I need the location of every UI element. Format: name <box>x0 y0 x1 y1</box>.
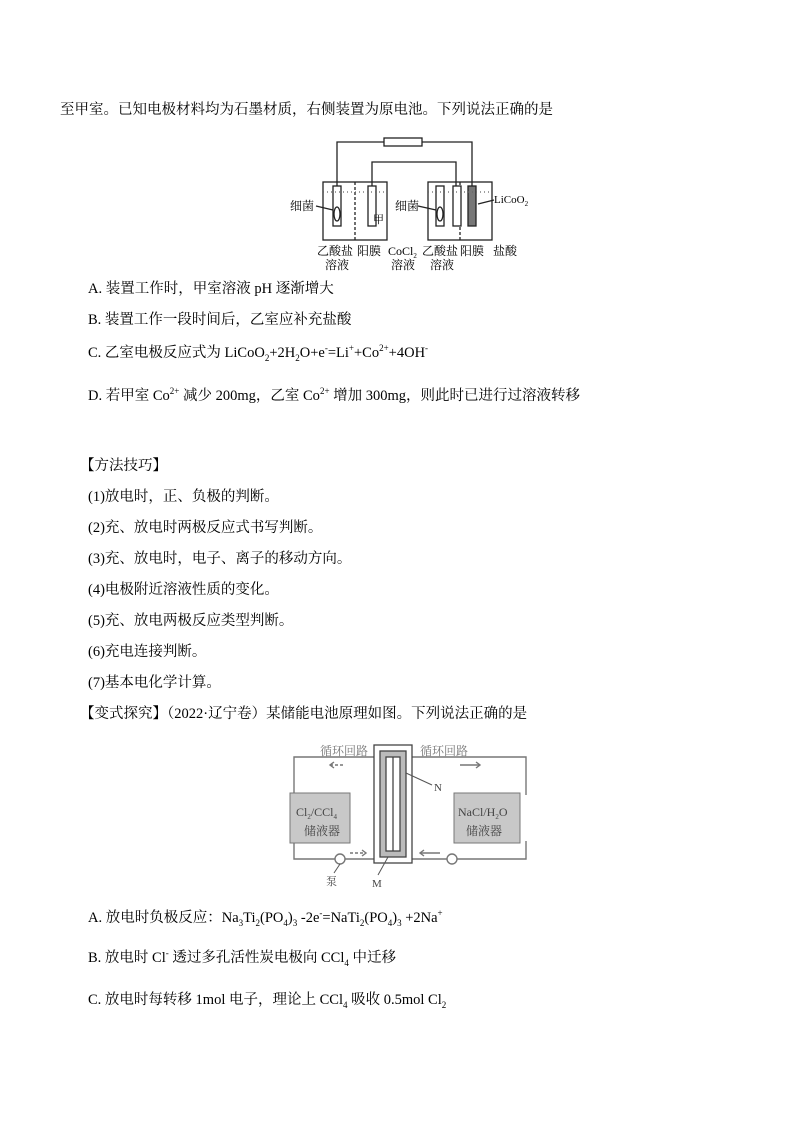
variant-tag: 【变式探究】 <box>80 706 167 722</box>
label-right-reservoir-2: 储液器 <box>466 824 503 838</box>
method-heading: 【方法技巧】 <box>80 458 167 474</box>
q1-option-b: B. 装置工作一段时间后，乙室应补充盐酸 <box>88 312 352 328</box>
method-item: (7)基本电化学计算。 <box>88 675 221 691</box>
label-bacteria-left: 细菌 <box>290 199 315 213</box>
label-membrane-2: 阳膜 <box>460 244 485 258</box>
label-acetate-2: 乙酸盐 <box>422 244 459 258</box>
label-bacteria-mid: 细菌 <box>395 199 420 213</box>
q1-option-c: C. 乙室电极反应式为 $LiCoO_2+2H_2O+e^-=Li^++Co^{2+}+4OH^-$ <box>88 343 429 363</box>
q2-option-c: C. 放电时每转移 1mol 电子，理论上 CCl$_4$ 吸收 0.5mol $Cl_2$ <box>88 992 447 1010</box>
label-pump: 泵 <box>326 876 337 888</box>
q1-option-a: A. 装置工作时，甲室溶液 pH 逐渐增大 <box>88 281 334 297</box>
label-membrane-1: 阳膜 <box>357 244 382 258</box>
variant-stem <box>80 704 527 724</box>
label-jia: 甲 <box>373 214 384 226</box>
wire-outer <box>337 142 472 188</box>
q2-option-a: A. 放电时负极反应：$Na_3Ti_2(PO_4)_3$ $-2e^-=NaTi_2(PO_4)_3 +2Na^+$ <box>88 908 443 928</box>
label-n: N <box>434 782 442 794</box>
label-solution-3: 溶液 <box>430 258 455 272</box>
variant-text: 某储能电池原理如图。下列说法正确的是 <box>266 706 528 722</box>
label-right-reservoir-1: NaCl/$H_2O$ <box>458 805 508 821</box>
method-item: (5)充、放电两极反应类型判断。 <box>88 613 294 629</box>
variant-source: （2022·辽宁卷） <box>167 706 267 722</box>
label-solution-1: 溶液 <box>325 258 350 272</box>
label-lico: LiCoO$_2$ <box>494 194 529 208</box>
method-item: (6)充电连接判断。 <box>88 644 207 660</box>
method-item: (2)充、放电时两极反应式书写判断。 <box>88 520 323 536</box>
figure-battery <box>0 735 794 895</box>
q2-option-b: B. 放电时 Cl- 透过多孔活性炭电极向 CCl$_4$ 中迁移 <box>88 948 396 968</box>
label-loop-right: 循环回路 <box>420 744 469 758</box>
method-item: (3)充、放电时，电子、离子的移动方向。 <box>88 551 352 567</box>
label-loop-left: 循环回路 <box>320 744 369 758</box>
method-item: (1)放电时，正、负极的判断。 <box>88 489 279 505</box>
label-left-reservoir-2: 储液器 <box>304 824 341 838</box>
figure-cells <box>0 130 794 300</box>
label-left-reservoir-1: $Cl_2/CCl_4$ <box>296 805 338 821</box>
resistor <box>384 138 422 146</box>
label-hcl: 盐酸 <box>493 244 518 258</box>
wire-inner <box>372 162 456 188</box>
label-cocl: CoCl$_2$ <box>388 244 417 260</box>
method-item: (4)电极附近溶液性质的变化。 <box>88 582 279 598</box>
label-acetate-1: 乙酸盐 <box>317 244 354 258</box>
label-m: M <box>372 878 382 890</box>
intro-text: 至甲室。已知电极材料均为石墨材质，右侧装置为原电池。下列说法正确的是 <box>60 102 553 118</box>
label-solution-2: 溶液 <box>391 258 416 272</box>
q1-option-d: D. 若甲室 $Co^{2+}$ 减少 200mg，乙室 $Co^{2+}$ 增加 300mg，则此时已进行过溶液转移 <box>88 386 581 404</box>
